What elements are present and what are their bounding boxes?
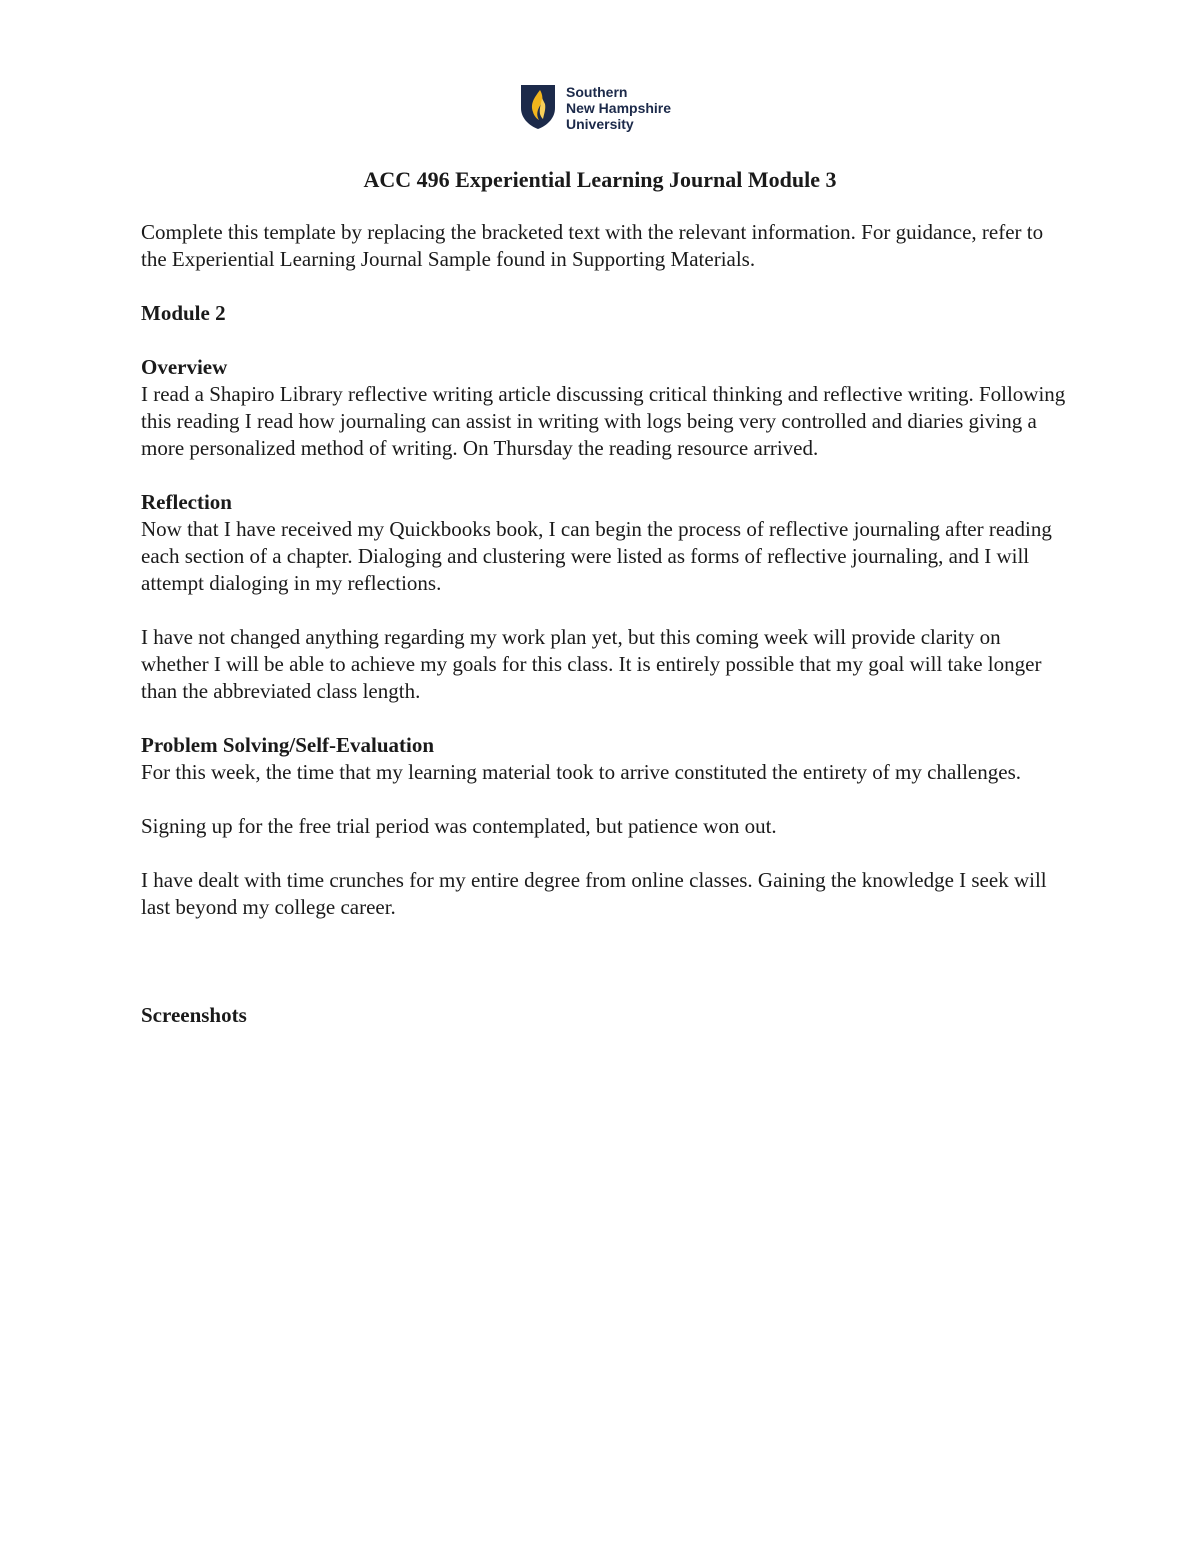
blank-space xyxy=(141,948,1071,1002)
snhu-logo xyxy=(520,84,690,134)
problem-solving-paragraph: I have dealt with time crunches for my entire degree from online classes. Gaining the knowledge I seek will last beyond my college career. xyxy=(141,868,1047,919)
problem-solving-paragraph: Signing up for the free trial period was contemplated, but patience won out. xyxy=(141,814,777,838)
overview-heading: Overview xyxy=(141,355,228,379)
reflection-paragraph: Now that I have received my Quickbooks book, I can begin the process of reflective journaling after reading each section of a chapter. Dialoging and clustering were listed as forms of reflective journaling, and I will attempt dialoging in my reflections. xyxy=(141,517,1052,595)
logo-line-1: Southern xyxy=(566,84,628,100)
overview-paragraph: I read a Shapiro Library reflective writing article discussing critical thinking and reflective writing. Following this reading I read how journaling can assist in writing with logs being very controlled and diaries giving a more personalized method of writing. On Thursday the reading resource arrived. xyxy=(141,382,1066,460)
document-body xyxy=(141,219,1071,1029)
problem-solving-paragraph: For this week, the time that my learning material took to arrive constituted the entirety of my challenges. xyxy=(141,760,1022,784)
module-heading: Module 2 xyxy=(141,301,226,325)
screenshots-heading: Screenshots xyxy=(141,1003,247,1027)
logo-wordmark xyxy=(566,84,671,132)
reflection-heading: Reflection xyxy=(141,490,232,514)
problem-solving-heading: Problem Solving/Self-Evaluation xyxy=(141,733,435,757)
logo-line-2: New Hampshire xyxy=(566,100,672,116)
reflection-section xyxy=(141,489,1071,705)
logo-line-3: University xyxy=(566,116,634,132)
document-title: ACC 496 Experiential Learning Journal Module 3 xyxy=(363,167,837,192)
intro-paragraph: Complete this template by replacing the bracketed text with the relevant information. For guidance, refer to the Experiential Learning Journal Sample found in Supporting Materials. xyxy=(141,220,1044,271)
overview-section xyxy=(141,354,1071,462)
shield-flame-icon xyxy=(520,84,556,130)
reflection-paragraph: I have not changed anything regarding my work plan yet, but this coming week will provide clarity on whether I will be able to achieve my goals for this class. It is entirely possible that my goal will take longer than the abbreviated class length. xyxy=(141,625,1042,703)
problem-solving-section xyxy=(141,732,1071,921)
